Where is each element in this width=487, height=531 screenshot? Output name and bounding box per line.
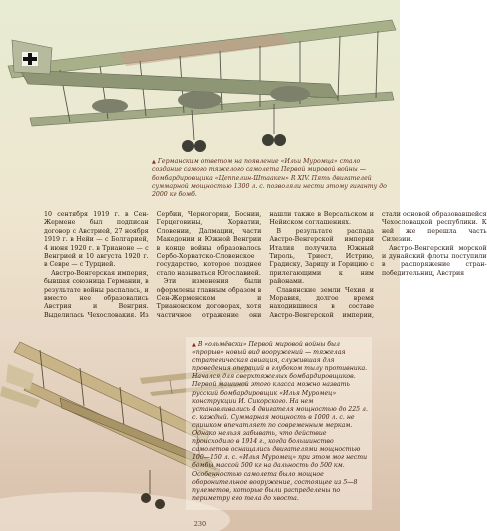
- top-illustration-caption: [152, 158, 392, 199]
- paragraph: Австро-Венгерская империя, бывшая союзница Германии, в результате войны распалась, и вместо нее образовались Австрия и Венгрия. Выделилась Чехословакия. Из Сербии, Черногории, Боснии, Герцеговины, Хорватии, Словении, Далмации, части Македонии и Южной Венгрии в конце войны образовалось Сербо-Хорватско-Словенское государство, которое позднее стало называться Югославией.: [44, 211, 262, 319]
- caption-top-text: Германским ответом на появление «Ильи Муромца» стало создание самого тяжелого самолета Первой мировой войны — бомбардировщика «Цеппелин-Штаакен» R XIV. Пять двигателей суммарной мощностью 1300 л. с. позволяли нести этому гиганту до 2000 кг бомб.: [152, 158, 387, 199]
- paragraph: В результате распада Австро-Венгерской империи Италия получила Южный Тироль, Триест, Истрию, Градиску, Зарицу и Горицию с прилегающими к ним районами.: [269, 227, 374, 286]
- bottom-illustration-caption: [186, 337, 372, 510]
- page-number: 230: [193, 520, 207, 528]
- main-article-text: [44, 211, 487, 325]
- caption-triangle-icon: ▲: [192, 342, 196, 348]
- paragraph: Славянские земли Чехия и Моравия, долгое время находившиеся в составе Австро-Венгерской империи, стали основой образовавшейся Чехословацкой республики. К ней же перешла часть Силезии.: [269, 211, 487, 319]
- paragraph: Австро-Венгерский морской и дунайский флоты поступили в распоряжение стран-победительниц, Австрия: [381, 244, 487, 277]
- paragraph: Эти изменения были оформлены главным образом в Сен-Жерменском и Трианонском договорах, хотя частичное отражение они нашли также в Версальском и Нейиском соглашениях.: [156, 211, 374, 319]
- caption-triangle-icon: ▲: [152, 159, 156, 165]
- paragraph: 10 сентября 1919 г. в Сен-Жермене был подписан договор с Австрией, 27 ноября 1919 г. в Нейи — с Болгарией, 4 июня 1920 г. в Трианоне — с Венгрией и 10 августа 1920 г. в Севре — с Турцией.: [44, 211, 149, 269]
- caption-box-text: В «ольмёвски» Первой мировой войны был «прорыв» новый вид вооружений — тяжелая стратегическая авиация, служившая для проведения операций в глубоком тылу противника. Начался для сверхтяжелых бомбардировщиков. Первой машиной этого класса можно назвать русский бомбардировщик «Илья Муромец» конструкции И. Сикорского. На нем устанавливались 4 двигателя мощностью до 225 л. с. каждый. Суммарная мощность в 1000 л. с. не слишком впечатляет по современным меркам. Однако нельзя забывать, что действие происходило в 1914 г., когда большинство самолетов оснащались двигателями мощностью 100—150 л. с. «Илья Муромец» при этом мог нести бомбы массой 500 кг на дальность до 500 км. Особенностью самолета было мощное оборонительное вооружение, состоящее из 5—8 пулеметов, которые были распределены по периметру его тела до хвоста.: [192, 341, 368, 502]
